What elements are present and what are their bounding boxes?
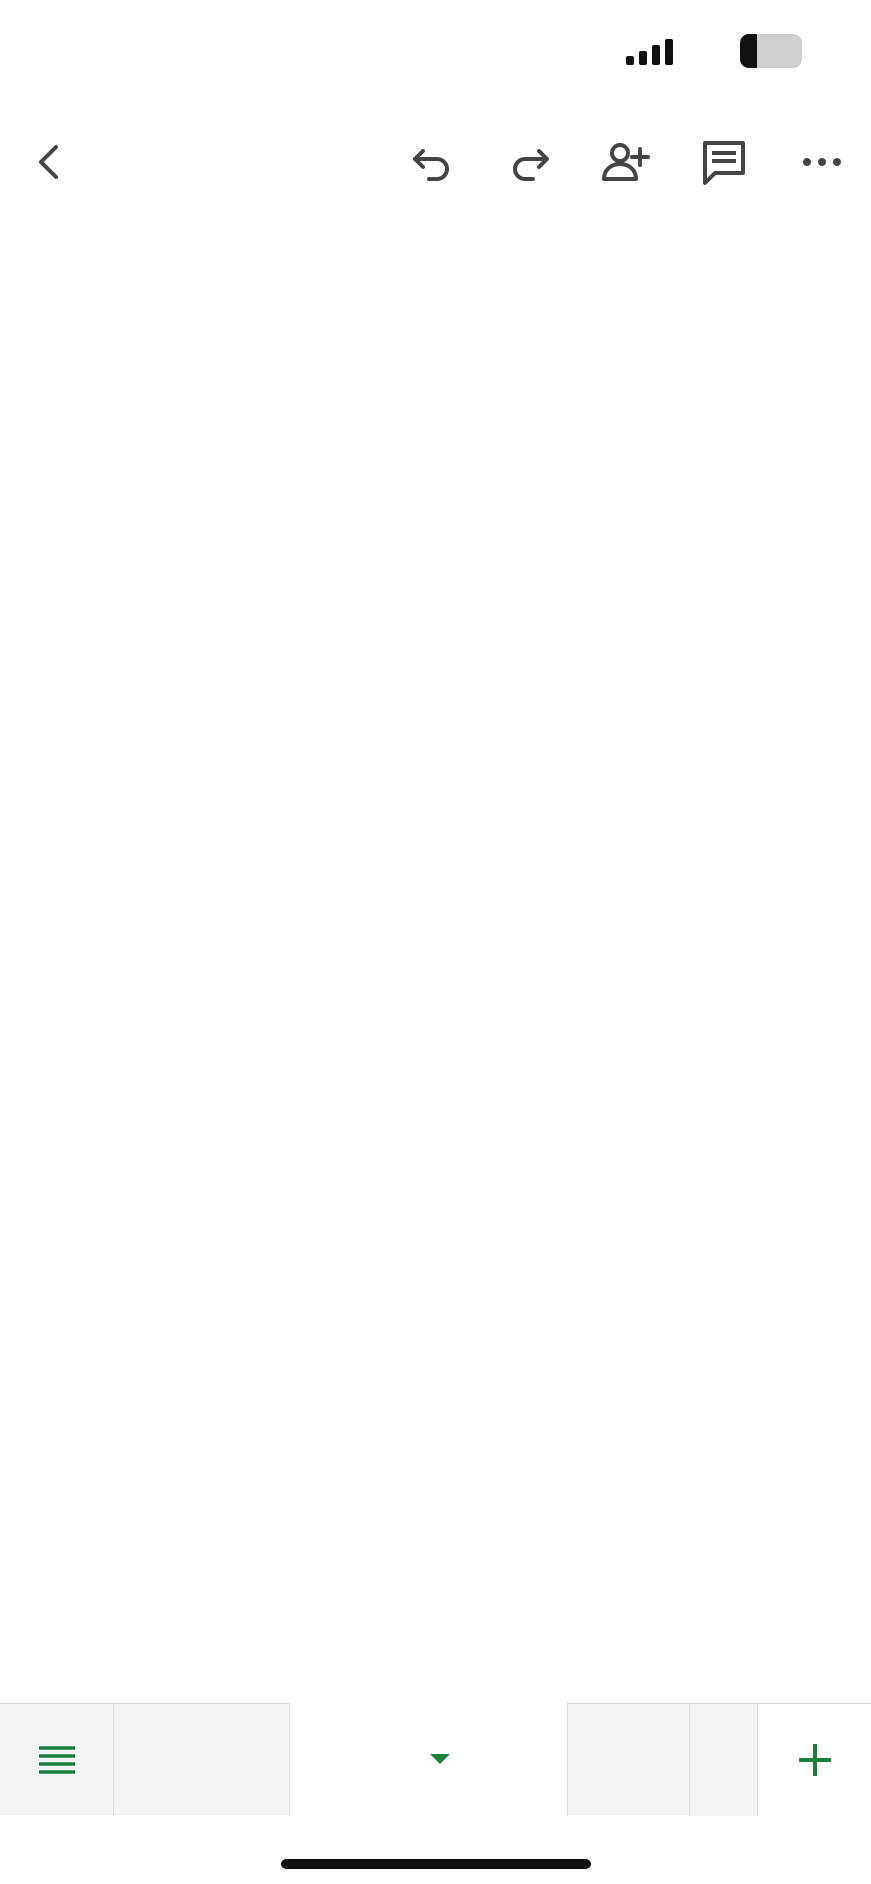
more-icon[interactable] xyxy=(795,135,849,189)
tab-moksil-gamsi[interactable] xyxy=(290,1702,568,1816)
sheet-menu-button[interactable] xyxy=(0,1704,114,1816)
toolbar xyxy=(0,105,871,217)
dropdown-arrow-icon[interactable] xyxy=(429,1752,451,1766)
add-person-icon[interactable] xyxy=(598,135,652,189)
sheet-tab-bar xyxy=(0,1703,871,1815)
add-sheet-button[interactable] xyxy=(758,1704,871,1816)
redo-icon[interactable] xyxy=(503,135,557,189)
battery-icon xyxy=(740,34,802,68)
add-icon xyxy=(797,1742,833,1778)
menu-icon xyxy=(37,1744,77,1776)
comment-icon[interactable] xyxy=(697,135,751,189)
status-bar xyxy=(0,0,871,105)
battery-fill xyxy=(740,34,757,68)
tab-spacer xyxy=(690,1704,758,1816)
tab-reference[interactable] xyxy=(568,1704,690,1816)
home-indicator xyxy=(281,1859,591,1869)
back-icon[interactable] xyxy=(22,135,76,189)
tab-wonsing-calendar[interactable] xyxy=(114,1704,290,1816)
signal-icon xyxy=(626,37,673,65)
spreadsheet-grid xyxy=(0,217,871,1703)
undo-icon[interactable] xyxy=(405,135,459,189)
